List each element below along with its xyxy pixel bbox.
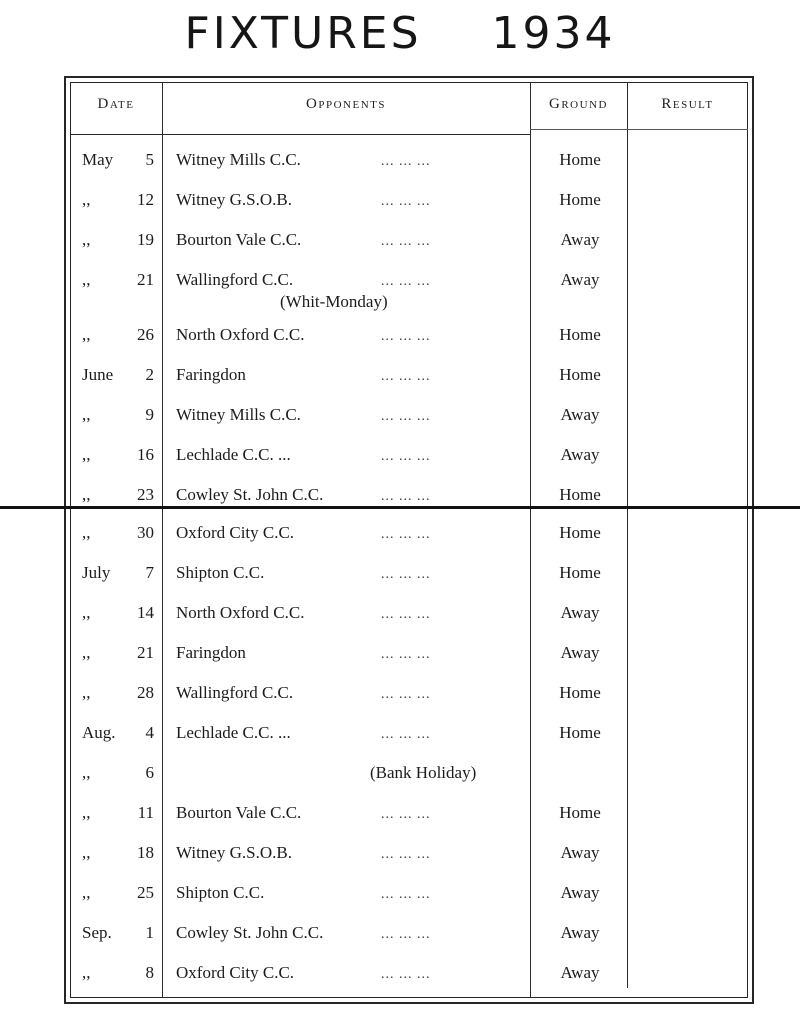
table-row xyxy=(0,150,800,174)
opponent-name: Oxford City C.C. xyxy=(176,523,295,542)
date-month: ,, xyxy=(82,523,91,542)
ground-cell: Away xyxy=(560,883,600,902)
ground-cell: Home xyxy=(559,563,601,582)
date-month: ,, xyxy=(82,883,91,902)
date-day: 6 xyxy=(145,763,154,782)
date-month: ,, xyxy=(82,963,91,982)
date-day: 21 xyxy=(137,270,154,289)
table-row xyxy=(0,230,800,254)
header-opponents: Opponents xyxy=(306,96,386,112)
leader-dots: ... ... ... xyxy=(381,449,431,464)
opponent-name: North Oxford C.C. xyxy=(176,603,305,622)
leader-dots: ... ... ... xyxy=(381,409,431,424)
opponent-name: Lechlade C.C. ... xyxy=(176,723,291,742)
table-row xyxy=(0,923,800,947)
opponent-cell xyxy=(176,325,526,345)
opponent-cell xyxy=(176,150,526,170)
leader-dots: ... ... ... xyxy=(381,687,431,702)
date-month: ,, xyxy=(82,405,91,424)
ground-cell: Home xyxy=(559,190,601,209)
date-day: 9 xyxy=(145,405,154,424)
opponent-name: Cowley St. John C.C. xyxy=(176,485,324,504)
date-month: Sep. xyxy=(82,923,112,942)
leader-dots: ... ... ... xyxy=(381,967,431,982)
leader-dots: ... ... ... xyxy=(381,234,431,249)
date-month: July xyxy=(82,563,111,582)
opponent-name: Bourton Vale C.C. xyxy=(176,230,302,249)
opponent-name: Bourton Vale C.C. xyxy=(176,803,302,822)
leader-dots: ... ... ... xyxy=(381,847,431,862)
opponent-name: Cowley St. John C.C. xyxy=(176,923,324,942)
header-ground: Ground xyxy=(549,96,608,112)
leader-dots: ... ... ... xyxy=(381,194,431,209)
opponent-name: Wallingford C.C. xyxy=(176,270,294,289)
ground-cell: Away xyxy=(560,603,600,622)
date-day: 8 xyxy=(145,963,154,982)
leader-dots: ... ... ... xyxy=(381,887,431,902)
opponent-cell xyxy=(176,445,526,465)
table-row xyxy=(0,445,800,469)
opponent-name: Witney Mills C.C. xyxy=(176,150,301,169)
ground-cell: Away xyxy=(560,230,600,249)
table-row xyxy=(0,763,800,787)
table-row xyxy=(0,365,800,389)
table-row xyxy=(0,325,800,349)
opponent-cell xyxy=(176,723,526,743)
leader-dots: ... ... ... xyxy=(381,369,431,384)
opponent-cell xyxy=(176,365,526,385)
table-row xyxy=(0,723,800,747)
date-month: ,, xyxy=(82,843,91,862)
holiday-note: (Bank Holiday) xyxy=(370,763,477,782)
opponent-cell xyxy=(176,603,526,623)
date-day: 26 xyxy=(137,325,154,344)
header-date: Date xyxy=(97,96,135,112)
table-row xyxy=(0,563,800,587)
ground-cell: Away xyxy=(560,963,600,982)
opponent-name: Witney Mills C.C. xyxy=(176,405,301,424)
date-month: ,, xyxy=(82,763,91,782)
date-month: ,, xyxy=(82,603,91,622)
leader-dots: ... ... ... xyxy=(381,274,431,289)
opponent-cell xyxy=(176,230,526,250)
date-month: May xyxy=(82,150,114,169)
date-month: June xyxy=(82,365,114,384)
table-row xyxy=(0,883,800,907)
date-day: 23 xyxy=(137,485,154,504)
opponent-cell xyxy=(176,523,526,543)
date-day: 12 xyxy=(137,190,154,209)
leader-dots: ... ... ... xyxy=(381,647,431,662)
ground-cell: Home xyxy=(559,803,601,822)
date-day: 11 xyxy=(137,803,154,822)
date-month: ,, xyxy=(82,325,91,344)
ground-cell: Home xyxy=(559,150,601,169)
leader-dots: ... ... ... xyxy=(381,567,431,582)
opponent-cell xyxy=(176,963,526,983)
date-month: ,, xyxy=(82,270,91,289)
title-year: 1934 xyxy=(491,8,616,59)
table-row xyxy=(0,405,800,429)
ground-cell: Away xyxy=(560,843,600,862)
leader-dots: ... ... ... xyxy=(381,607,431,622)
ground-cell: Away xyxy=(560,445,600,464)
opponent-cell xyxy=(176,923,526,943)
opponent-cell xyxy=(176,405,526,425)
leader-dots: ... ... ... xyxy=(381,154,431,169)
date-month: ,, xyxy=(82,643,91,662)
leader-dots: ... ... ... xyxy=(381,329,431,344)
table-row xyxy=(0,963,800,987)
ground-cell: Away xyxy=(560,643,600,662)
table-row xyxy=(0,270,800,311)
date-day: 16 xyxy=(137,445,154,464)
date-month: ,, xyxy=(82,803,91,822)
leader-dots: ... ... ... xyxy=(381,727,431,742)
opponent-name: Wallingford C.C. xyxy=(176,683,294,702)
date-day: 21 xyxy=(137,643,154,662)
opponent-cell xyxy=(176,883,526,903)
opponent-cell xyxy=(176,485,526,505)
header-rule xyxy=(70,134,530,135)
opponent-name: Witney G.S.O.B. xyxy=(176,190,292,209)
ground-cell: Away xyxy=(560,923,600,942)
date-month: ,, xyxy=(82,683,91,702)
title-word: FIXTURES xyxy=(184,8,422,59)
ground-cell: Away xyxy=(560,270,600,289)
fold-line xyxy=(0,506,800,509)
table-row xyxy=(0,643,800,667)
opponent-name: Shipton C.C. xyxy=(176,883,265,902)
date-month: ,, xyxy=(82,230,91,249)
opponent-cell xyxy=(176,270,526,290)
date-day: 25 xyxy=(137,883,154,902)
ground-cell: Away xyxy=(560,405,600,424)
header-result: Result xyxy=(661,96,714,112)
opponent-name: North Oxford C.C. xyxy=(176,325,305,344)
header-rule xyxy=(530,129,748,130)
date-day: 18 xyxy=(137,843,154,862)
opponent-name: Shipton C.C. xyxy=(176,563,265,582)
opponent-cell xyxy=(176,843,526,863)
date-day: 7 xyxy=(145,563,154,582)
date-month: ,, xyxy=(82,190,91,209)
date-day: 4 xyxy=(145,723,154,742)
leader-dots: ... ... ... xyxy=(381,489,431,504)
table-row xyxy=(0,603,800,627)
opponent-name: Oxford City C.C. xyxy=(176,963,295,982)
date-month: ,, xyxy=(82,445,91,464)
opponent-cell xyxy=(176,563,526,583)
fixture-note: (Whit-Monday) xyxy=(280,292,388,311)
date-day: 14 xyxy=(137,603,154,622)
date-month: ,, xyxy=(82,485,91,504)
date-day: 1 xyxy=(145,923,154,942)
date-day: 28 xyxy=(137,683,154,702)
ground-cell: Home xyxy=(559,365,601,384)
page-title xyxy=(0,8,800,59)
leader-dots: ... ... ... xyxy=(381,807,431,822)
opponent-cell xyxy=(176,803,526,823)
date-day: 30 xyxy=(137,523,154,542)
ground-cell: Home xyxy=(559,723,601,742)
table-row xyxy=(0,843,800,867)
date-day: 2 xyxy=(145,365,154,384)
date-day: 5 xyxy=(145,150,154,169)
ground-cell: Home xyxy=(559,523,601,542)
ground-cell: Home xyxy=(559,683,601,702)
opponent-name: Faringdon xyxy=(176,643,246,662)
date-day: 19 xyxy=(137,230,154,249)
table-row xyxy=(0,190,800,214)
opponent-name: Lechlade C.C. ... xyxy=(176,445,291,464)
date-month: Aug. xyxy=(82,723,116,742)
opponent-cell xyxy=(176,190,526,210)
ground-cell: Home xyxy=(559,325,601,344)
ground-cell: Home xyxy=(559,485,601,504)
opponent-cell xyxy=(176,683,526,703)
leader-dots: ... ... ... xyxy=(381,527,431,542)
table-row xyxy=(0,523,800,547)
opponent-name: Witney G.S.O.B. xyxy=(176,843,292,862)
table-row xyxy=(0,683,800,707)
leader-dots: ... ... ... xyxy=(381,927,431,942)
opponent-name: Faringdon xyxy=(176,365,246,384)
opponent-cell xyxy=(176,643,526,663)
table-row xyxy=(0,803,800,827)
